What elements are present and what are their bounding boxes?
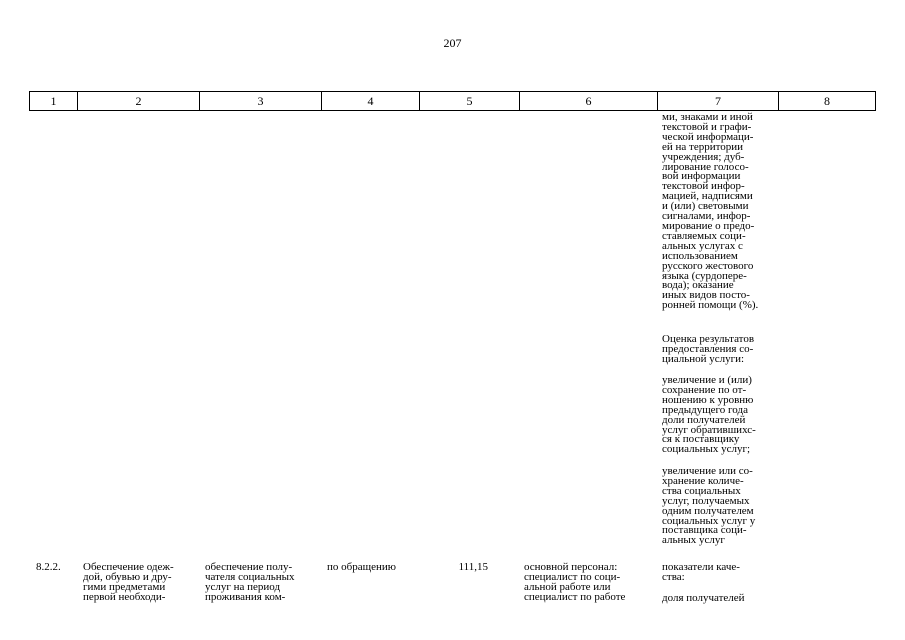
row-quality-indicator-item: доля получателей	[662, 592, 745, 604]
header-col-5: 5	[420, 92, 520, 110]
row-number: 8.2.2.	[36, 561, 61, 573]
header-col-4: 4	[322, 92, 420, 110]
row-personnel: основной персонал: специалист по соци- альной работе или специалист по работе	[524, 561, 626, 603]
row-periodicity: по обращению	[327, 561, 396, 573]
row-service-name: Обеспечение одеж- дой, обувью и дру- гими предметами первой необходи-	[83, 561, 174, 603]
header-col-8: 8	[824, 94, 830, 108]
header-col-7: 7	[658, 92, 779, 110]
header-col-1: 1	[30, 92, 78, 110]
header-col-6: 6	[520, 92, 658, 110]
col7-paragraph-assessment: Оценка результатов предоставления со- циальной услуги:	[662, 333, 755, 365]
row-description: обеспечение полу- чателя социальных услуг на период проживания ком-	[205, 561, 295, 603]
table-header-row	[29, 91, 876, 111]
col7-paragraph-increase-count: увеличение или со- хранение количе- ства социальных услуг, получаемых одним получателем социальных услуг у поставщика соци- альных услуг	[662, 465, 756, 547]
header-col-2: 2	[78, 92, 200, 110]
page-number: 207	[443, 36, 462, 50]
col7-paragraph-continuation: ми, знаками и иной текстовой и графи- ческой информаци- ей на территории учреждения; дуб- лирование голосо- вой информации текстовой инфор- мацией, надписями и (или) световыми сигналами, инфор- мирование о предо- ставляемых соци- альных услугах с использованием русского жестового языка (сурдопере- вода); оказание иных видов посто- ронней помощи (%).	[662, 111, 759, 312]
row-quality-indicators-label: показатели каче- ства:	[662, 561, 740, 583]
header-col-3: 3	[200, 92, 322, 110]
row-tariff: 111,15	[458, 561, 488, 573]
col7-paragraph-increase-share: увеличение и (или) сохранение по от- ношению к уровню предыдущего года доли получателей услуг обратившихс- ся к поставщику социальных услуг;	[662, 374, 756, 456]
